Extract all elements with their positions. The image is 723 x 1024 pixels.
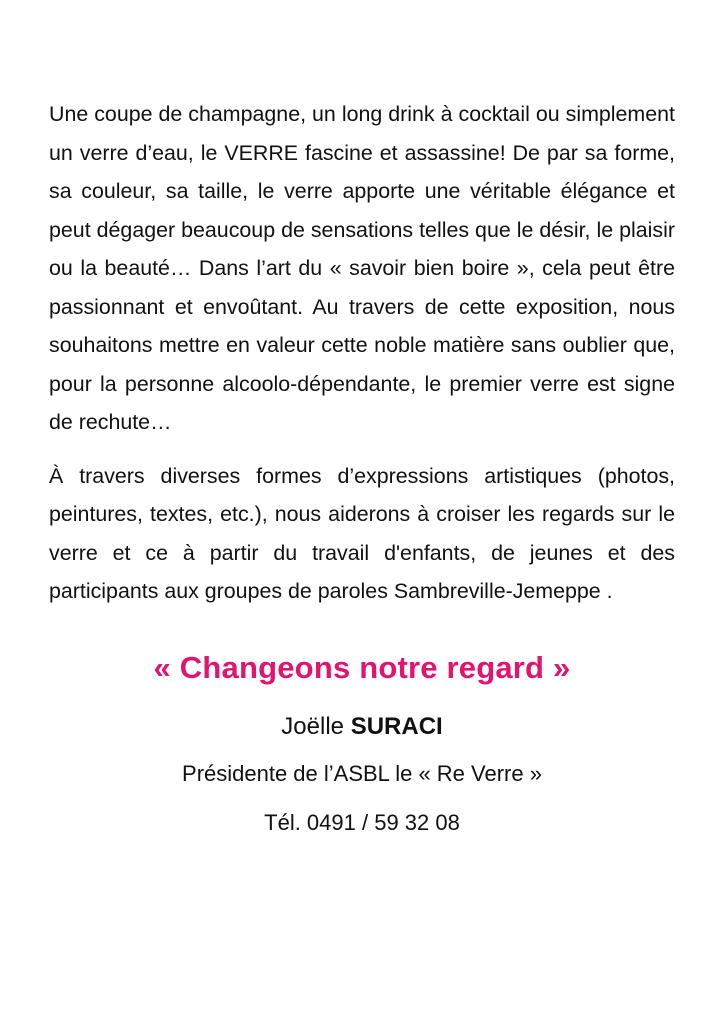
contact-phone: Tél. 0491 / 59 32 08 (264, 809, 460, 835)
signature-role: Présidente de l’ASBL le « Re Verre » (182, 760, 542, 786)
signature-first-name: Joëlle (281, 712, 345, 740)
slogan-heading: « Changeons notre regard » (153, 649, 571, 685)
intro-paragraph: Une coupe de champagne, un long drink à cocktail ou simplement un verre d’eau, le VERRE fascine et assassine! De par sa forme, sa couleur, sa taille, le verre apporte une véritable élégance et peut dégager beaucoup de sensations telles que le désir, le plaisir ou la beauté… Dans l’art du « savoir bien boire », cela peut être passionnant et envoûtant. Au travers de cette exposition, nous souhaitons mettre en valeur cette noble matière sans oublier que, pour la personne alcoolo-dépendante, le premier verre est signe de rechute… (49, 102, 675, 434)
signature-name (49, 710, 675, 744)
exhibition-paragraph: À travers diverses formes d’expressions artistiques (photos, peintures, textes, etc.), nous aiderons à croiser les regards sur le verre et ce à partir du travail d'enfants, de jeunes et des participants aux groupes de paroles Sambreville-Jemeppe . (49, 463, 675, 603)
signature-last-name: SURACI (350, 712, 443, 740)
